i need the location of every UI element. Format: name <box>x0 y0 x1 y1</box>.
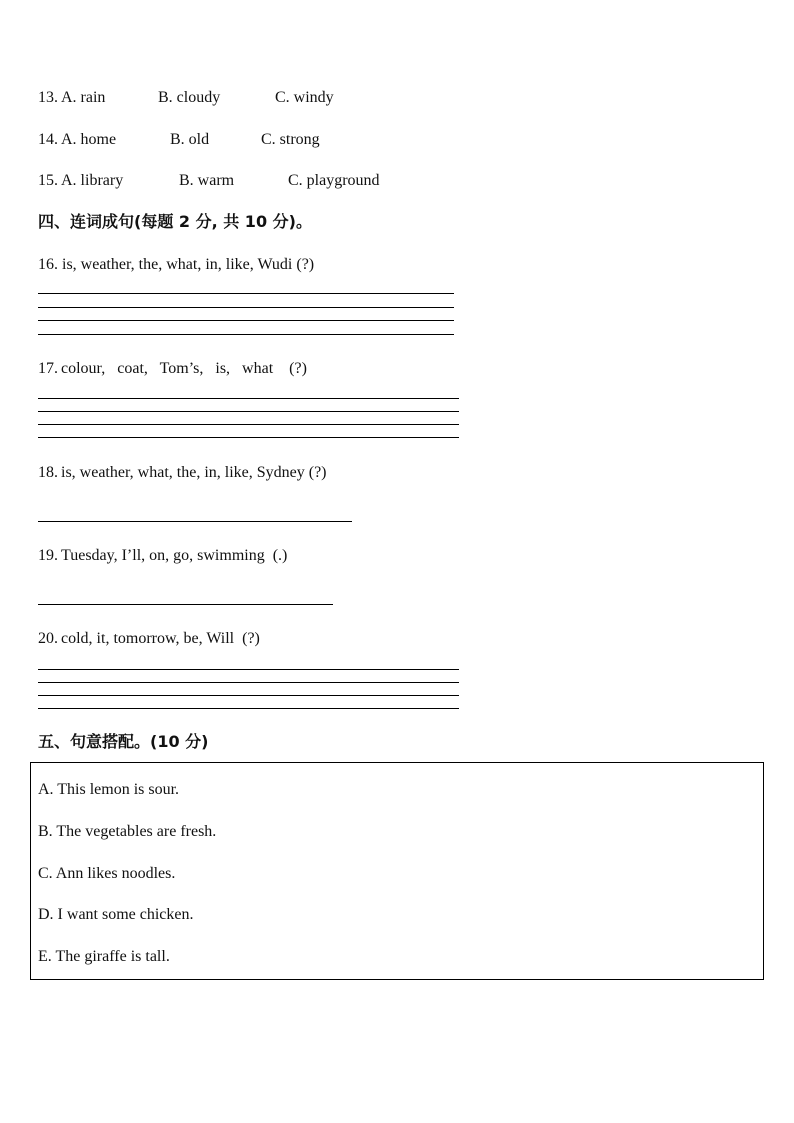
question-text: cold, it, tomorrow, be, Will (?) <box>61 630 260 647</box>
answer-line <box>38 708 459 709</box>
option-b: B. old <box>170 131 210 148</box>
question-text: is, weather, the, what, in, like, Wudi (?) <box>58 256 315 273</box>
answer-line <box>38 307 454 308</box>
answer-line <box>38 398 459 399</box>
question-number: 15. <box>38 172 58 189</box>
option-d-sentence: D. I want some chicken. <box>38 906 194 923</box>
answer-line-19[interactable] <box>38 604 333 605</box>
option-a: A. home <box>61 131 117 148</box>
question-number: 20. <box>38 630 58 647</box>
option-a-sentence: A. This lemon is sour. <box>38 781 180 798</box>
option-a: A. library <box>61 172 124 189</box>
option-b: B. cloudy <box>158 89 221 106</box>
answer-line <box>38 411 459 412</box>
answer-line <box>38 320 454 321</box>
section-5-title: 五、句意搭配。(10 分) <box>38 732 209 751</box>
answer-line <box>38 437 459 438</box>
question-number: 17. <box>38 360 58 377</box>
question-text: is, weather, what, the, in, like, Sydney (?) <box>61 464 327 481</box>
question-text: colour, coat, Tom’s, is, what (?) <box>61 360 307 377</box>
answer-line-18[interactable] <box>38 521 352 522</box>
option-c: C. windy <box>275 89 334 106</box>
option-c: C. playground <box>288 172 380 189</box>
option-e-sentence: E. The giraffe is tall. <box>38 948 170 965</box>
question-text: Tuesday, I’ll, on, go, swimming (.) <box>61 547 288 564</box>
answer-line <box>38 682 459 683</box>
option-a: A. rain <box>61 89 106 106</box>
option-c: C. strong <box>261 131 320 148</box>
answer-line <box>38 669 459 670</box>
section-4-title: 四、连词成句(每题 2 分, 共 10 分)。 <box>38 212 312 231</box>
question-number: 16. <box>38 256 58 273</box>
option-b: B. warm <box>179 172 235 189</box>
option-b-sentence: B. The vegetables are fresh. <box>38 823 217 840</box>
option-c-sentence: C. Ann likes noodles. <box>38 865 176 882</box>
question-number: 13. <box>38 89 58 106</box>
answer-line <box>38 424 459 425</box>
question-number: 18. <box>38 464 58 481</box>
answer-line <box>38 293 454 294</box>
answer-line <box>38 695 459 696</box>
question-number: 19. <box>38 547 58 564</box>
question-number: 14. <box>38 131 58 148</box>
answer-line <box>38 334 454 335</box>
